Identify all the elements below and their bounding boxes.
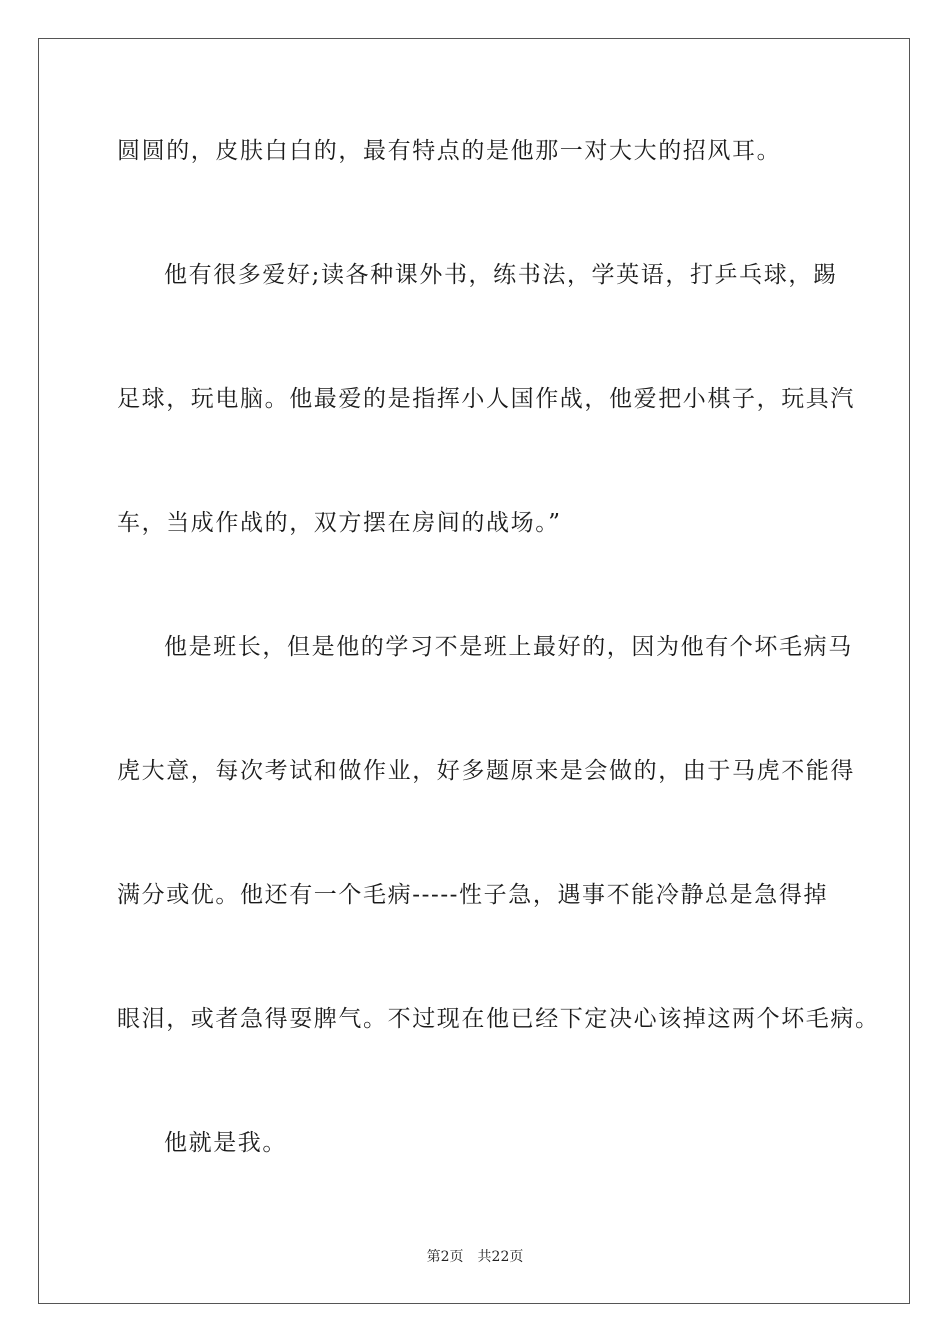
page-number: 第2页: [426, 1249, 464, 1265]
text-line-4: 车，当成作战的，双方摆在房间的战场。”: [117, 510, 562, 536]
text-line-5: 他是班长，但是他的学习不是班上最好的，因为他有个坏毛病马: [164, 634, 853, 660]
total-pages: 共22页: [477, 1249, 524, 1265]
text-line-2: 他有很多爱好;读各种课外书，练书法，学英语，打乒乓球，踢: [164, 262, 838, 288]
text-line-6: 虎大意，每次考试和做作业，好多题原来是会做的，由于马虎不能得: [117, 758, 855, 784]
page-footer: [0, 1248, 950, 1266]
text-line-1: 圆圆的，皮肤白白的，最有特点的是他那一对大大的招风耳。: [117, 138, 782, 164]
page-border: [38, 38, 910, 1304]
text-line-7: 满分或优。他还有一个毛病-----性子急，遇事不能冷静总是急得掉: [117, 882, 829, 908]
text-line-9: 他就是我。: [164, 1130, 287, 1156]
text-line-3: 足球，玩电脑。他最爱的是指挥小人国作战，他爱把小棋子，玩具汽: [117, 386, 855, 412]
text-line-8: 眼泪，或者急得耍脾气。不过现在他已经下定决心该掉这两个坏毛病。: [117, 1006, 880, 1032]
